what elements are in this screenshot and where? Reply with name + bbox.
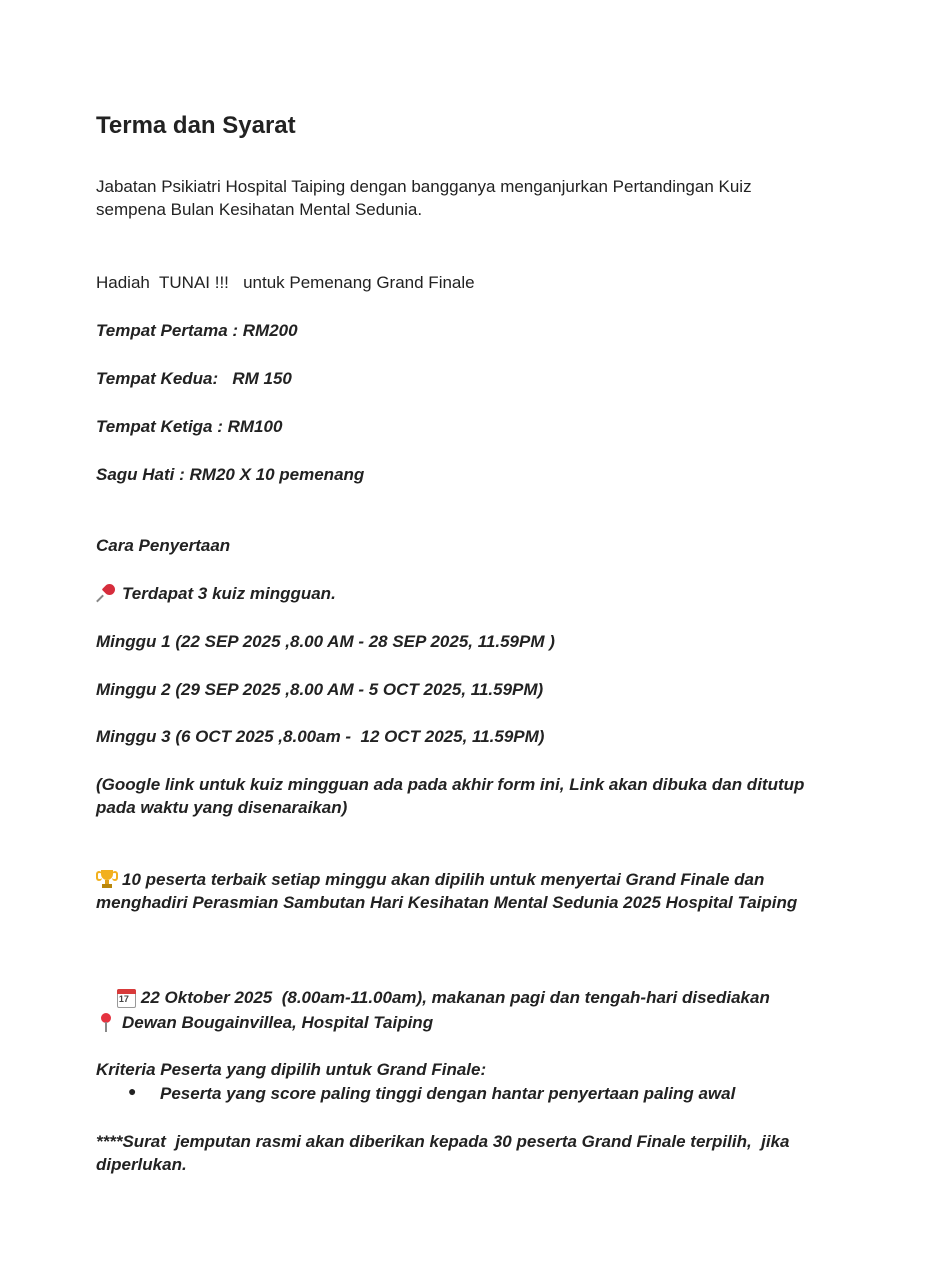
invitation-note: ****Surat jemputan rasmi akan diberikan kepada 30 peserta Grand Finale terpilih, jika diperlukan. — [96, 1132, 795, 1174]
prize-first: Tempat Pertama : RM200 — [96, 321, 298, 340]
prize-third: Tempat Ketiga : RM100 — [96, 417, 283, 436]
prize-heading: Hadiah TUNAI !!! untuk Pemenang Grand Finale — [96, 273, 475, 292]
bullet-icon: ● — [128, 1083, 137, 1099]
week-1: Minggu 1 (22 SEP 2025 ,8.00 AM - 28 SEP 2025, 11.59PM ) — [96, 632, 555, 651]
calendar-icon-number: 17 — [118, 994, 129, 1004]
prize-second: Tempat Kedua: RM 150 — [96, 369, 292, 388]
venue-text: Dewan Bougainvillea, Hospital Taiping — [122, 1013, 434, 1032]
venue-note — [96, 1011, 433, 1034]
weekly-quiz-text: Terdapat 3 kuiz mingguan. — [122, 584, 336, 603]
page-title: Terma dan Syarat — [96, 112, 296, 139]
week-3: Minggu 3 (6 OCT 2025 ,8.00am - 12 OCT 2025, 11.59PM) — [96, 727, 545, 746]
trophy-icon — [96, 869, 118, 889]
finalists-text: 10 peserta terbaik setiap minggu akan dipilih untuk menyertai Grand Finale dan menghadiri Perasmian Sambutan Hari Kesihatan Mental Sedunia 2025 Hospital Taiping — [96, 870, 798, 912]
criteria-heading: Kriteria Peserta yang dipilih untuk Grand Finale: — [96, 1060, 487, 1079]
weekly-quiz-line — [96, 582, 336, 605]
finalists-note — [96, 868, 826, 914]
date-text: 22 Oktober 2025 (8.00am-11.00am), makanan pagi dan tengah-hari disediakan — [140, 988, 770, 1007]
week-2: Minggu 2 (29 SEP 2025 ,8.00 AM - 5 OCT 2025, 11.59PM) — [96, 680, 544, 699]
criteria-item: Peserta yang score paling tinggi dengan hantar penyertaan paling awal — [160, 1084, 736, 1103]
calendar-icon — [115, 987, 137, 1007]
entry-heading: Cara Penyertaan — [96, 536, 231, 555]
intro-paragraph: Jabatan Psikiatri Hospital Taiping dengan bangganya menganjurkan Pertandingan Kuiz sempena Bulan Kesihatan Mental Sedunia. — [96, 177, 752, 219]
link-note: (Google link untuk kuiz mingguan ada pada akhir form ini, Link akan dibuka dan ditutup pada waktu yang disenaraikan) — [96, 775, 805, 817]
round-pushpin-icon — [96, 1012, 118, 1032]
pushpin-icon — [96, 583, 118, 603]
prize-consolation: Sagu Hati : RM20 X 10 pemenang — [96, 465, 365, 484]
